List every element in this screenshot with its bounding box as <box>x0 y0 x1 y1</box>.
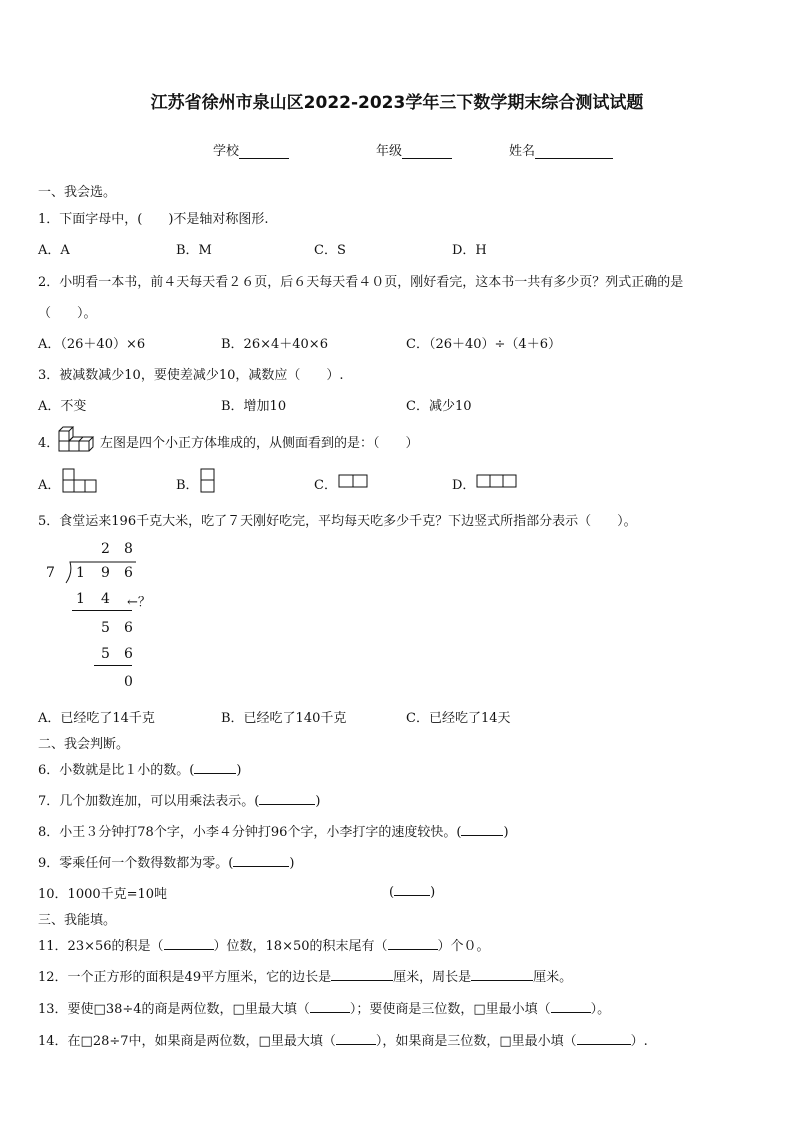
question-11-part: ）个０。 <box>437 939 490 954</box>
close-paren: ) <box>315 794 321 809</box>
quotient-digit: 2 <box>101 541 110 557</box>
quotient-digit: 8 <box>124 541 133 557</box>
answer-blank[interactable] <box>471 968 533 981</box>
q3-option-c[interactable]: C．减少10 <box>406 399 472 414</box>
question-4-number: 4． <box>38 436 60 451</box>
question-13-part: ）。 <box>590 1002 611 1017</box>
step2-digit: 5 <box>101 620 110 636</box>
question-14 <box>38 1030 648 1049</box>
question-10-answer <box>389 883 435 900</box>
q2-option-b[interactable]: B．26×4＋40×6 <box>221 337 328 352</box>
step3-digit: 6 <box>124 646 133 662</box>
question-12-part: 厘米。 <box>533 970 573 985</box>
school-field <box>213 140 289 159</box>
dividend-digit: 9 <box>101 565 110 581</box>
q1-option-c[interactable]: C．S <box>314 243 346 258</box>
question-10-text: 10．1000千克=10吨 <box>38 887 168 902</box>
answer-blank[interactable] <box>461 823 503 836</box>
question-11-part: 11．23×56的积是（ <box>38 939 164 954</box>
q2-option-c[interactable]: C．（26＋40）÷（4＋6） <box>406 337 561 352</box>
grade-blank[interactable] <box>402 145 452 159</box>
answer-blank[interactable] <box>194 761 236 774</box>
divisor: 7 <box>46 565 55 581</box>
grade-field <box>376 140 452 159</box>
question-2-stem-cont: （ ）。 <box>38 306 97 321</box>
section-heading-3: 三、我能填。 <box>38 913 117 928</box>
question-6-text: 6．小数就是比１小的数。( <box>38 763 195 778</box>
q1-option-d[interactable]: D．H <box>452 243 487 258</box>
question-8 <box>38 821 509 840</box>
q4-option-b-figure[interactable] <box>200 468 216 494</box>
step1-digit: 1 <box>76 591 85 607</box>
question-6 <box>38 759 241 778</box>
answer-blank[interactable] <box>394 883 430 896</box>
q4-option-c-label[interactable]: C． <box>314 478 337 493</box>
answer-blank[interactable] <box>310 1000 350 1013</box>
question-7 <box>38 790 320 809</box>
q1-option-a[interactable]: A．A <box>38 243 70 258</box>
answer-blank[interactable] <box>336 1032 376 1045</box>
arrow-pointer: ←？ <box>127 595 151 610</box>
question-14-part: 14．在□28÷7中，如果商是两位数，□里最大填（ <box>38 1034 336 1049</box>
answer-blank[interactable] <box>388 937 438 950</box>
page-title: 江苏省徐州市泉山区2022-2023学年三下数学期末综合测试试题 <box>150 93 644 113</box>
q4-option-a-label[interactable]: A． <box>38 478 61 493</box>
division-rule <box>72 610 132 611</box>
answer-blank[interactable] <box>551 1000 591 1013</box>
q4-option-c-figure[interactable] <box>338 474 370 489</box>
school-label: 学校 <box>213 144 240 159</box>
name-blank[interactable] <box>535 145 613 159</box>
question-13 <box>38 998 610 1017</box>
name-field <box>509 140 613 159</box>
step1-digit: 4 <box>101 591 110 607</box>
close-paren: ) <box>503 825 509 840</box>
answer-blank[interactable] <box>233 854 289 867</box>
question-2-stem: 2．小明看一本书，前４天每天看２６页，后６天每天看４０页，刚好看完，这本书一共有多少页？列式正确的是 <box>38 275 684 290</box>
question-14-part: ）. <box>630 1034 648 1049</box>
question-11-part: ）位数，18×50的积末尾有（ <box>213 939 388 954</box>
answer-blank[interactable] <box>259 792 315 805</box>
question-5-stem: 5．食堂运来196千克大米，吃了７天刚好吃完，平均每天吃多少千克？下边竖式所指部分表示（ ）。 <box>38 514 637 529</box>
stacked-cubes-icon <box>58 425 100 453</box>
grade-label: 年级 <box>376 144 403 159</box>
q2-option-a[interactable]: A．（26＋40）×6 <box>38 337 146 352</box>
question-3-stem: 3．被减数减少10，要使差减少10，减数应（ ）. <box>38 368 344 383</box>
question-9 <box>38 852 294 871</box>
q4-option-a-figure[interactable] <box>62 468 98 494</box>
q4-option-d-figure[interactable] <box>476 474 518 489</box>
q4-option-b-label[interactable]: B． <box>176 478 199 493</box>
question-12-part: 厘米，周长是 <box>393 970 472 985</box>
answer-blank[interactable] <box>164 937 214 950</box>
question-8-text: 8．小王３分钟打78个字，小李４分钟打96个字，小李打字的速度较快。( <box>38 825 462 840</box>
q3-option-b[interactable]: B．增加10 <box>221 399 287 414</box>
dividend-digit: 1 <box>76 565 85 581</box>
q1-option-b[interactable]: B．M <box>176 243 212 258</box>
dividend-digit: 6 <box>124 565 133 581</box>
answer-blank[interactable] <box>331 968 393 981</box>
close-paren: ) <box>289 856 295 871</box>
question-11 <box>38 935 490 954</box>
q3-option-a[interactable]: A．不变 <box>38 399 87 414</box>
question-12-part: 12．一个正方形的面积是49平方厘米，它的边长是 <box>38 970 332 985</box>
school-blank[interactable] <box>239 145 289 159</box>
name-label: 姓名 <box>509 144 536 159</box>
question-1-stem: 1．下面字母中，( )不是轴对称图形. <box>38 212 269 227</box>
question-14-part: ），如果商是三位数，□里最小填（ <box>375 1034 577 1049</box>
question-7-text: 7．几个加数连加，可以用乘法表示。( <box>38 794 260 809</box>
close-paren: ) <box>430 885 436 900</box>
close-paren: ) <box>236 763 242 778</box>
question-12 <box>38 966 572 985</box>
q5-option-c[interactable]: C．已经吃了14天 <box>406 711 511 726</box>
section-heading-2: 二、我会判断。 <box>38 737 130 752</box>
question-13-part: 13．要使□38÷4的商是两位数，□里最大填（ <box>38 1002 310 1017</box>
q5-option-a[interactable]: A．已经吃了14千克 <box>38 711 155 726</box>
answer-blank[interactable] <box>577 1032 631 1045</box>
step3-digit: 5 <box>101 646 110 662</box>
q5-option-b[interactable]: B．已经吃了140千克 <box>221 711 347 726</box>
open-paren: ( <box>389 885 395 900</box>
remainder: 0 <box>124 674 133 690</box>
question-13-part: ）；要使商是三位数，□里最小填（ <box>349 1002 551 1017</box>
division-rule <box>94 665 132 666</box>
question-9-text: 9．零乘任何一个数得数都为零。( <box>38 856 234 871</box>
q4-option-d-label[interactable]: D． <box>452 478 476 493</box>
section-heading-1: 一、我会选。 <box>38 185 117 200</box>
step2-digit: 6 <box>124 620 133 636</box>
question-4-stem: 左图是四个小正方体堆成的，从侧面看到的是：（ ） <box>100 436 419 451</box>
